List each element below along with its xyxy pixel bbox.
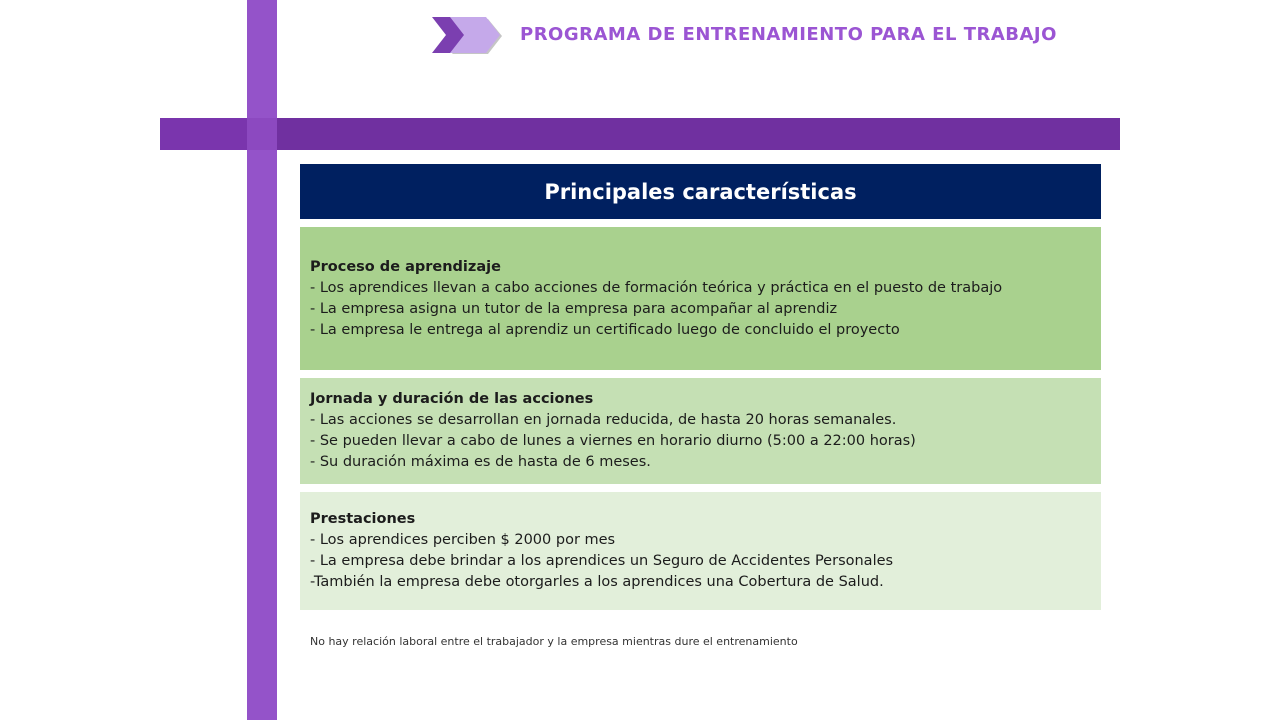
card-learning-process bbox=[300, 227, 1101, 370]
card-title: Prestaciones bbox=[310, 511, 416, 527]
program-title: PROGRAMA DE ENTRENAMIENTO PARA EL TRABAJO bbox=[520, 24, 1057, 45]
card-benefits bbox=[300, 492, 1101, 610]
footnote: No hay relación laboral entre el trabajador y la empresa mientras dure el entrenamiento bbox=[310, 635, 798, 648]
card-line: - Su duración máxima es de hasta de 6 meses. bbox=[310, 454, 651, 470]
card-line: - La empresa asigna un tutor de la empresa para acompañar al aprendiz bbox=[310, 300, 838, 317]
card-line: - Se pueden llevar a cabo de lunes a viernes en horario diurno (5:00 a 22:00 horas) bbox=[310, 433, 916, 449]
vertical-accent-bar bbox=[247, 0, 277, 720]
card-schedule-duration bbox=[300, 378, 1101, 484]
section-header bbox=[300, 164, 1101, 219]
horizontal-accent-bar-left bbox=[160, 118, 247, 150]
card-line: -También la empresa debe otorgarles a los aprendices una Cobertura de Salud. bbox=[310, 574, 884, 590]
section-header-label: Principales características bbox=[544, 179, 857, 204]
card-title: Jornada y duración de las acciones bbox=[310, 391, 594, 407]
horizontal-accent-bar bbox=[160, 118, 1120, 150]
card-line: - La empresa debe brindar a los aprendices un Seguro de Accidentes Personales bbox=[310, 553, 894, 569]
card-line: - Los aprendices perciben $ 2000 por mes bbox=[310, 532, 616, 548]
card-line: - La empresa le entrega al aprendiz un certificado luego de concluido el proyecto bbox=[310, 321, 900, 338]
card-title: Proceso de aprendizaje bbox=[310, 258, 501, 275]
chevron-arrows-icon bbox=[430, 14, 510, 56]
card-line: - Los aprendices llevan a cabo acciones de formación teórica y práctica en el puesto de trabajo bbox=[310, 279, 1003, 296]
bar-intersection bbox=[247, 118, 277, 150]
card-line: - Las acciones se desarrollan en jornada reducida, de hasta 20 horas semanales. bbox=[310, 412, 897, 428]
